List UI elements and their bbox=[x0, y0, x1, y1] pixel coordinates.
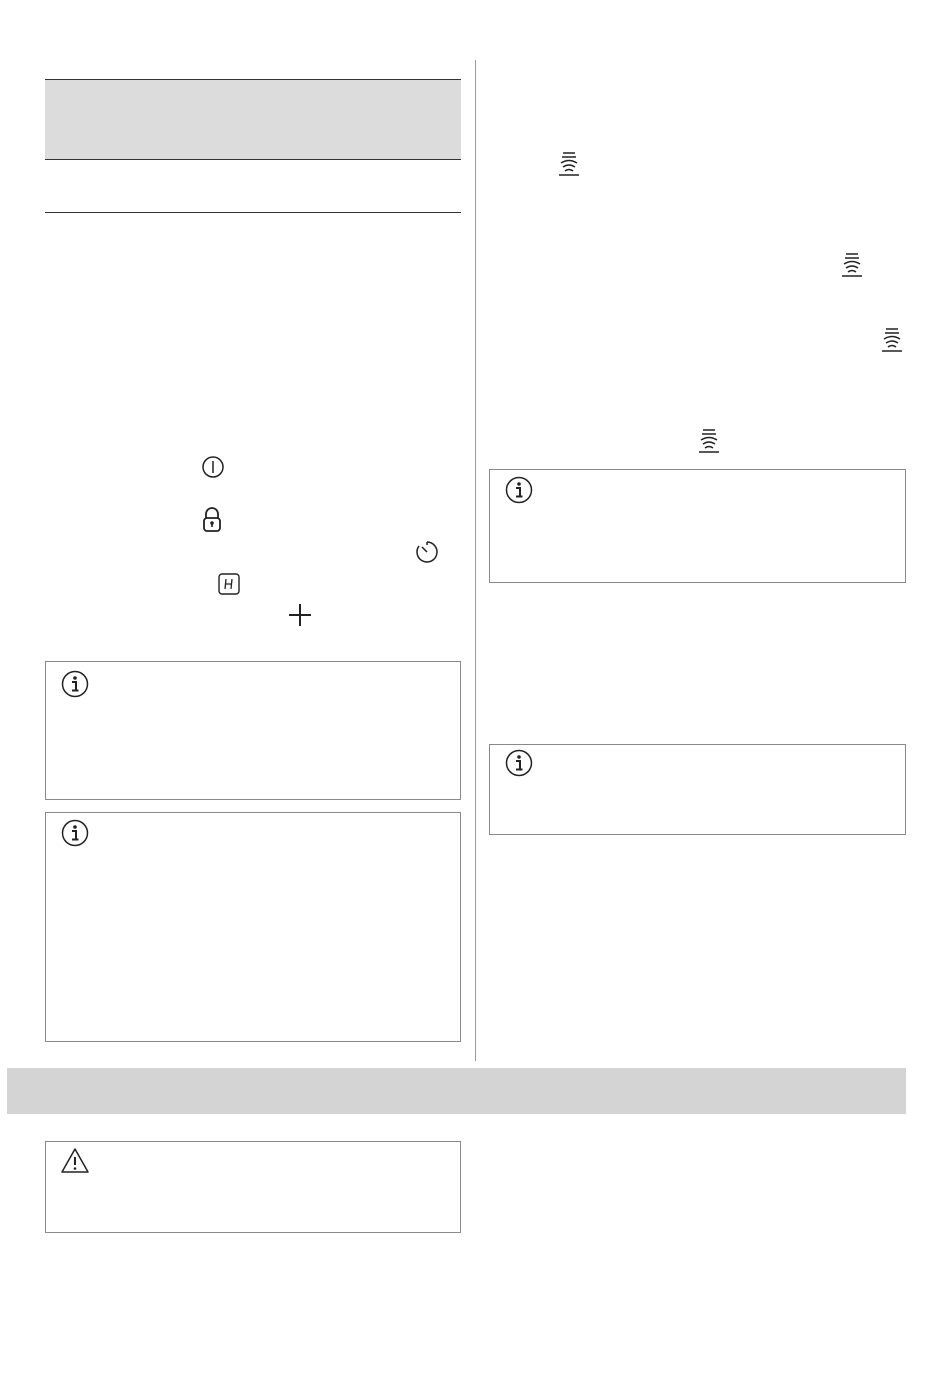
hood-icon bbox=[840, 252, 864, 278]
warning-icon bbox=[60, 1147, 90, 1175]
subsection-rule bbox=[45, 212, 461, 213]
header-bottom-rule bbox=[45, 159, 461, 160]
info-note-box bbox=[45, 661, 461, 800]
info-icon bbox=[504, 475, 534, 505]
power-icon bbox=[201, 455, 225, 479]
hood-icon bbox=[697, 428, 721, 454]
info-note-box bbox=[489, 744, 906, 835]
info-icon bbox=[60, 669, 90, 699]
column-divider bbox=[475, 60, 476, 1061]
info-icon bbox=[60, 818, 90, 848]
hood-icon bbox=[880, 327, 904, 353]
section-band bbox=[7, 1068, 906, 1114]
timer-icon bbox=[414, 539, 440, 565]
hood-icon bbox=[557, 151, 581, 177]
lock-icon bbox=[201, 507, 223, 533]
plus-icon bbox=[287, 602, 313, 628]
section-header bbox=[45, 80, 461, 159]
info-note-box bbox=[489, 469, 906, 583]
hob2hood-icon bbox=[217, 572, 241, 596]
info-note-box bbox=[45, 812, 461, 1042]
warning-box bbox=[45, 1141, 461, 1233]
info-icon bbox=[504, 748, 534, 778]
